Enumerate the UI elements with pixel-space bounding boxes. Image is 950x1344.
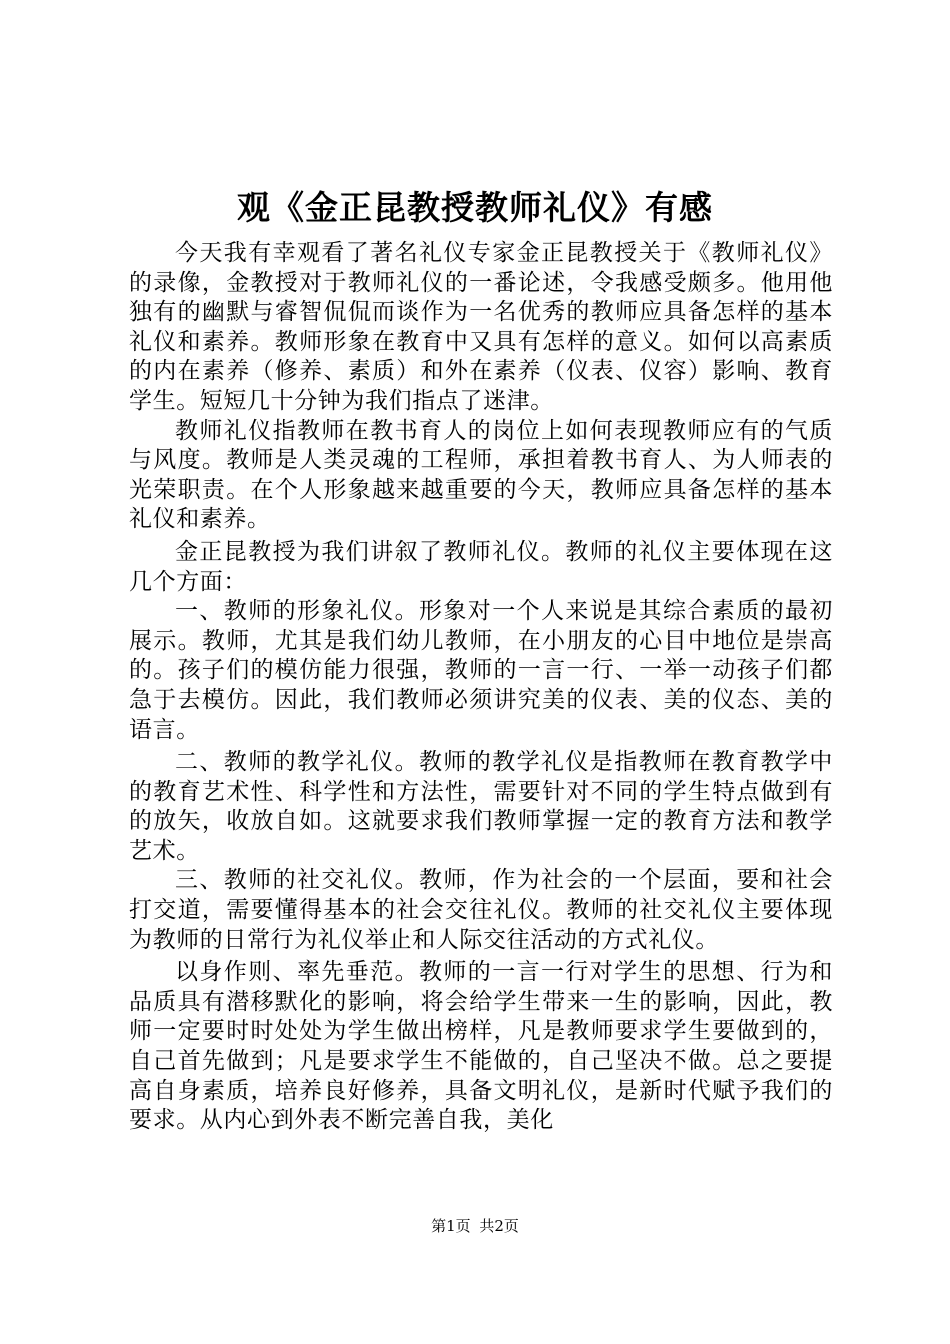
paragraph-aspects-intro: 金正昆教授为我们讲叙了教师礼仪。教师的礼仪主要体现在这几个方面： — [129, 538, 833, 595]
document-body — [129, 239, 833, 1136]
page-number-total: 共2页 — [479, 1217, 519, 1235]
page-number-current: 第1页 — [431, 1217, 471, 1235]
paragraph-definition: 教师礼仪指教师在教书育人的岗位上如何表现教师应有的气质与风度。教师是人类灵魂的工程师，承担着教书育人、为人师表的光荣职责。在个人形象越来越重要的今天，教师应具备怎样的基本礼仪和素养。 — [129, 417, 833, 533]
document-title: 观《金正昆教授教师礼仪》有感 — [237, 188, 713, 227]
page-footer — [0, 1216, 950, 1236]
paragraph-image-etiquette: 一、教师的形象礼仪。形象对一个人来说是其综合素质的最初展示。教师，尤其是我们幼儿教师，在小朋友的心目中地位是崇高的。孩子们的模仿能力很强，教师的一言一行、一举一动孩子们都急于去模仿。因此，我们教师必须讲究美的仪表、美的仪态、美的语言。 — [129, 598, 833, 743]
paragraph-lead-by-example: 以身作则、率先垂范。教师的一言一行对学生的思想、行为和品质具有潜移默化的影响，将会给学生带来一生的影响，因此，教师一定要时时处处为学生做出榜样，凡是教师要求学生要做到的，自己首先做到；凡是要求学生不能做的，自己坚决不做。总之要提高自身素质，培养良好修养，具备文明礼仪，是新时代赋予我们的要求。从内心到外表不断完善自我，美化 — [129, 959, 833, 1134]
paragraph-teaching-etiquette: 二、教师的教学礼仪。教师的教学礼仪是指教师在教育教学中的教育艺术性、科学性和方法性，需要针对不同的学生特点做到有的放矢，收放自如。这就要求我们教师掌握一定的教育方法和教学艺术。 — [129, 749, 833, 864]
paragraph-intro: 今天我有幸观看了著名礼仪专家金正昆教授关于《教师礼仪》的录像，金教授对于教师礼仪的一番论述，令我感受颇多。他用他独有的幽默与睿智侃侃而谈作为一名优秀的教师应具备怎样的基本礼仪和素养。教师形象在教育中又具有怎样的意义。如何以高素质的内在素养（修养、素质）和外在素养（仪表、仪容）影响、教育学生。短短几十分钟为我们指点了迷津。 — [129, 240, 833, 414]
paragraph-social-etiquette: 三、教师的社交礼仪。教师，作为社会的一个层面，要和社会打交道，需要懂得基本的社会交往礼仪。教师的社交礼仪主要体现为教师的日常行为礼仪举止和人际交往活动的方式礼仪。 — [129, 867, 833, 953]
